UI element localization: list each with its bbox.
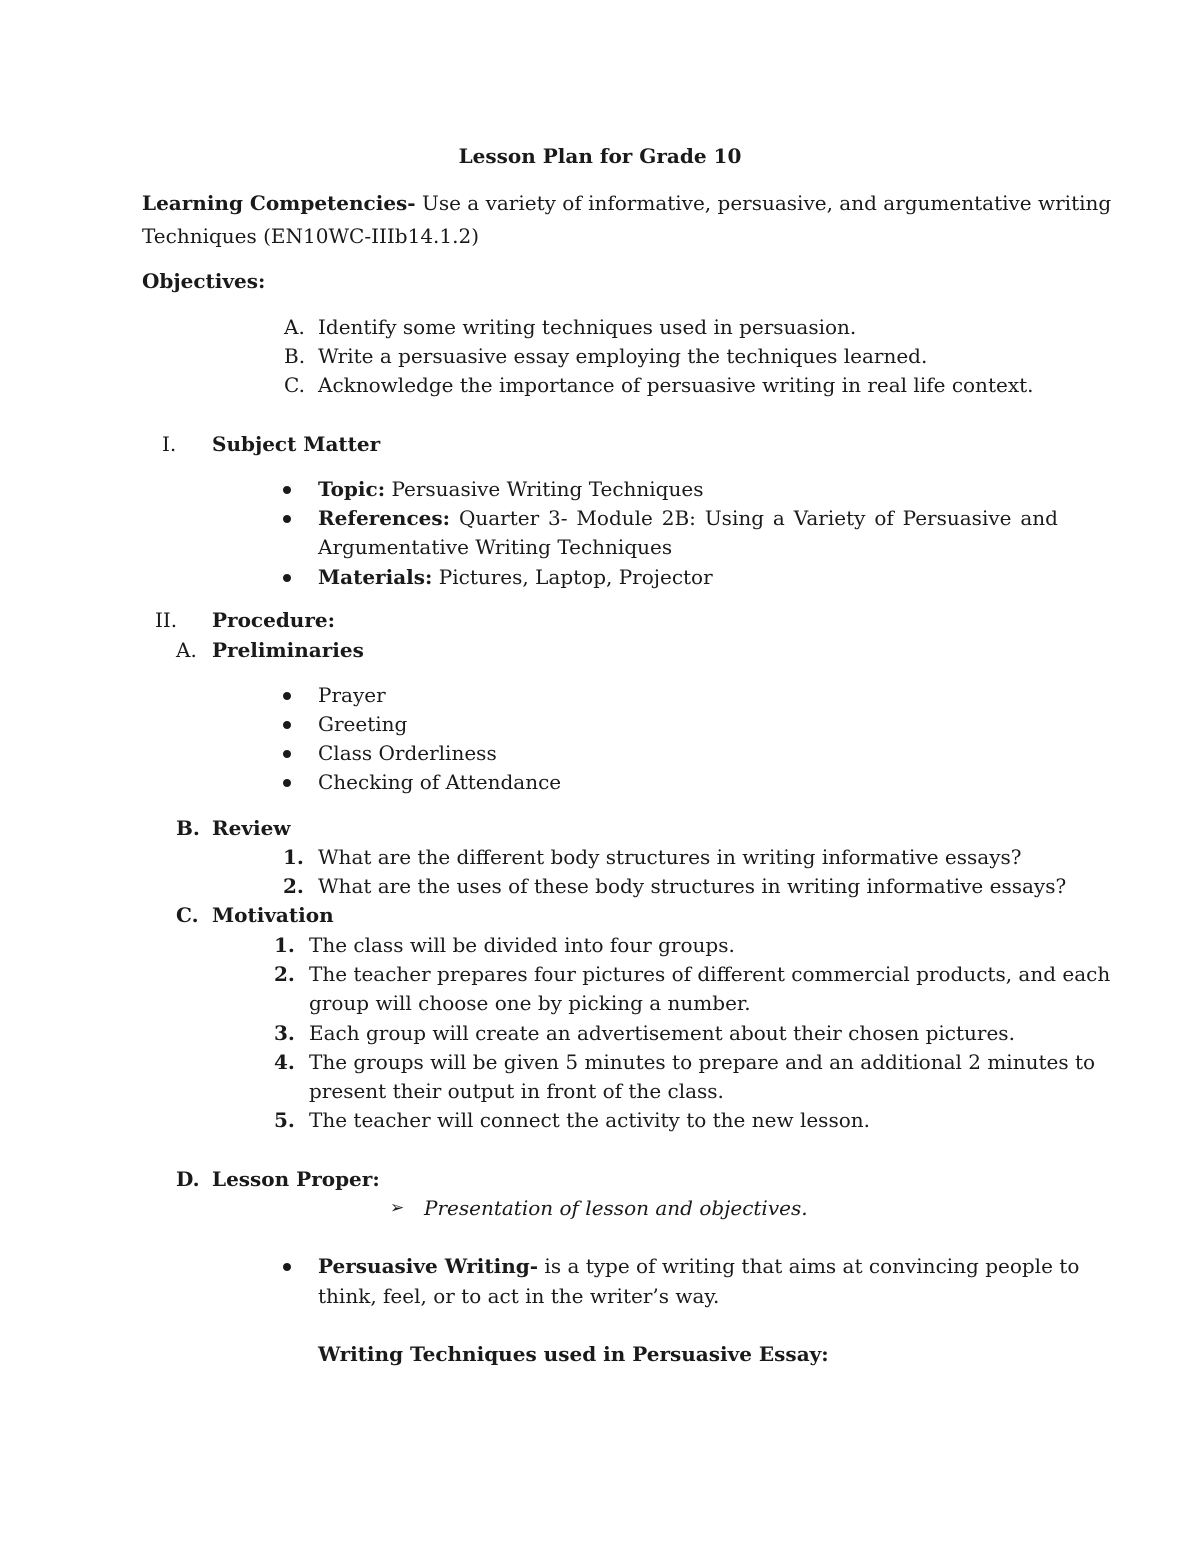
review-item-2: What are the uses of these body structures in writing informative essays? [318,874,1067,898]
subsection-marker-a: A. [176,638,197,662]
objective-marker-a: A. [284,315,305,339]
motivation-item-3: Each group will create an advertisement about their chosen pictures. [309,1021,1015,1045]
preliminaries-heading: Preliminaries [212,638,364,662]
materials-line [318,565,713,589]
references-line-2: Argumentative Writing Techniques [318,535,673,559]
topic-line [318,477,703,501]
section-numeral-ii: II. [155,608,178,632]
lesson-proper-heading: Lesson Proper: [212,1167,380,1191]
competencies-text-1: Use a variety of informative, persuasive, and argumentative writing [421,191,1112,215]
motivation-item-4-line-2: present their output in front of the class. [309,1079,724,1103]
materials-label: Materials: [318,565,433,589]
persuasive-writing-line-1 [318,1254,1080,1278]
subject-matter-heading: Subject Matter [212,432,381,456]
arrow-bullet-icon: ➢ [390,1198,405,1218]
references-text-1: Quarter 3- Module 2B: Using a Variety of Persuasive and [458,506,1058,530]
bullet-icon [283,574,291,582]
bullet-icon [283,779,291,787]
subsection-marker-c: C. [176,903,199,927]
preliminary-item: Checking of Attendance [318,770,562,794]
topic-value: Persuasive Writing Techniques [391,477,704,501]
subsection-marker-d: D. [176,1167,200,1191]
motivation-item-2-line-2: group will choose one by picking a number. [309,991,751,1015]
bullet-icon [283,721,291,729]
review-marker-1: 1. [283,845,304,869]
page-title: Lesson Plan for Grade 10 [458,144,742,168]
motivation-heading: Motivation [212,903,334,927]
subsection-marker-b: B. [176,816,200,840]
review-marker-2: 2. [283,874,304,898]
bullet-icon [283,692,291,700]
review-item-1: What are the different body structures in writing informative essays? [318,845,1022,869]
motivation-item-5: The teacher will connect the activity to the new lesson. [309,1108,870,1132]
competencies-line-2: Techniques (EN10WC-IIIb14.1.2) [142,224,480,248]
references-label: References: [318,506,451,530]
competencies-label: Learning Competencies- [142,191,416,215]
persuasive-writing-line-2: think, feel, or to act in the writer’s way. [318,1284,720,1308]
bullet-icon [283,750,291,758]
bullet-icon [283,486,291,494]
preliminary-item: Greeting [318,712,408,736]
motivation-marker-5: 5. [274,1108,295,1132]
section-numeral-i: I. [162,432,177,456]
preliminary-item: Class Orderliness [318,741,497,765]
objective-marker-b: B. [284,344,306,368]
objective-a: Identify some writing techniques used in persuasion. [318,315,857,339]
bullet-icon [283,515,291,523]
competencies-line-1 [142,191,1112,215]
motivation-item-4-line-1: The groups will be given 5 minutes to prepare and an additional 2 minutes to [309,1050,1096,1074]
presentation-text: Presentation of lesson and objectives. [424,1196,808,1220]
topic-label: Topic: [318,477,386,501]
motivation-marker-3: 3. [274,1021,295,1045]
techniques-heading: Writing Techniques used in Persuasive Essay: [318,1342,829,1366]
motivation-marker-2: 2. [274,962,295,986]
motivation-marker-1: 1. [274,933,295,957]
preliminary-item: Prayer [318,683,386,707]
objective-marker-c: C. [284,373,305,397]
persuasive-writing-text-1: is a type of writing that aims at convincing people to [544,1254,1080,1278]
objective-b: Write a persuasive essay employing the techniques learned. [318,344,928,368]
materials-value: Pictures, Laptop, Projector [438,565,713,589]
references-line-1 [318,506,1058,530]
review-heading: Review [212,816,291,840]
persuasive-writing-label: Persuasive Writing- [318,1254,539,1278]
motivation-item-1: The class will be divided into four groups. [309,933,735,957]
motivation-marker-4: 4. [274,1050,295,1074]
motivation-item-2-line-1: The teacher prepares four pictures of different commercial products, and each [309,962,1111,986]
objective-c: Acknowledge the importance of persuasive writing in real life context. [318,373,1034,397]
bullet-icon [283,1263,291,1271]
procedure-heading: Procedure: [212,608,335,632]
objectives-heading: Objectives: [142,269,266,293]
